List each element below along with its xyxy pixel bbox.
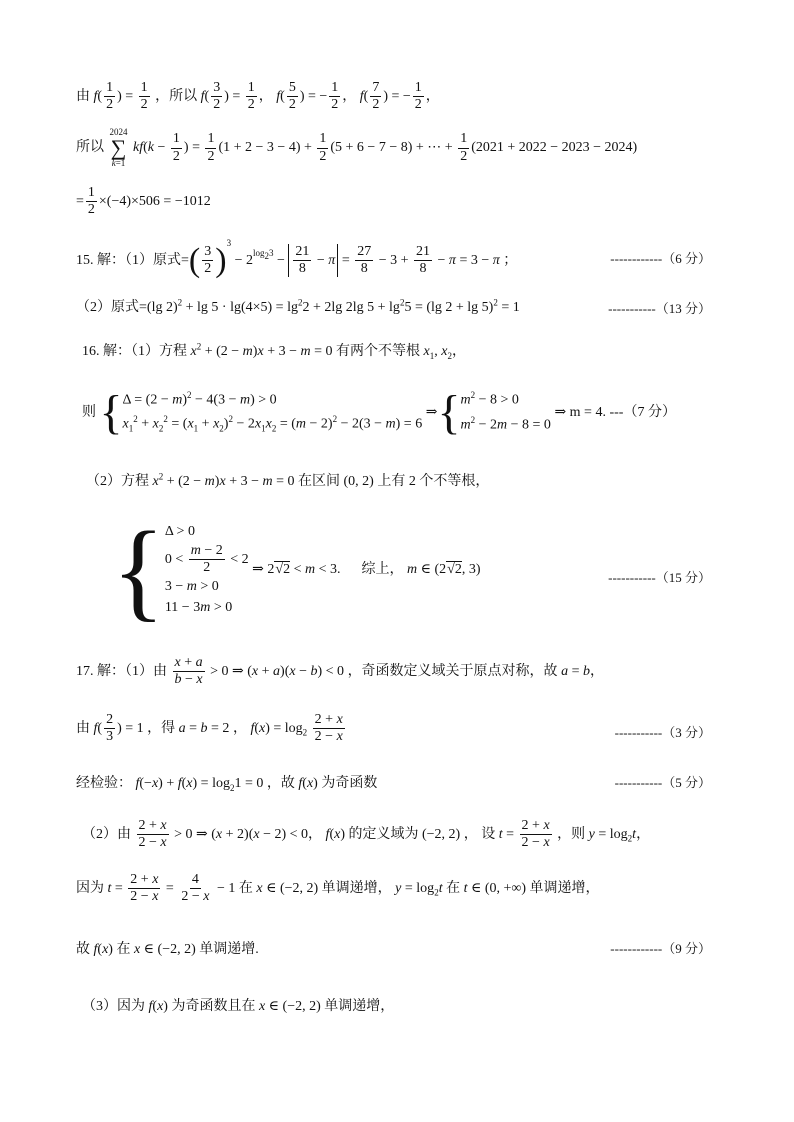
- p17-line-6: 故 f(x) 在 x ∈ (−2, 2) 单调递增. ------------（9 分）: [76, 938, 711, 958]
- p14-line-3: = $\frac{1}{2}$ ×(−4)×506 = −1012: [76, 185, 211, 218]
- text: ，: [425, 88, 440, 104]
- p16-line-1: 16. 解：（1）方程 $x^2 + (2 - m)x + 3 - m = 0$ 有两个不等根 $x_1$, $x_2$，: [82, 341, 466, 361]
- text: 由: [76, 88, 90, 104]
- solution-page: [76, 0, 711, 1122]
- p15-line-1: 15. 解：（1）原式=( $\frac{3}{2}$ )$^3 - 2^{log_23}$ − $\frac{21}{8}$ − π = $\frac{27}{8}$ − 3 + $\frac{21}{8}$ − π = 3 − π ； ------------（6 分）: [76, 238, 711, 279]
- score-9: ------------（9 分）: [610, 941, 711, 956]
- p17-line-7: （3）因为 f(x) 为奇函数且在 x ∈ (−2, 2) 单调递增，: [82, 999, 395, 1014]
- p16-system-2: { Δ > 0 0 < $\frac{m - 2}{2}$ < 2 3 − m > 0 11 − 3m > 0 ⇒ 2√2 < m < 3. 综上， m ∈ (2√2, 3) -----------（15 分）: [112, 509, 711, 631]
- p14-line-1: 由 f( $\frac{1}{2}$ ) = $\frac{1}{2}$ ，所以 f( $\frac{3}{2}$ ) = $\frac{1}{2}$ ， f( $\frac{5}{2}$ ) = − $\frac{1}{2}$ ， f( $\frac{7}{2}$ ) = − $\frac{1}{2}$ ，: [76, 80, 440, 113]
- p17-line-5: 因为 t = $\frac{2 + x}{2 - x}$ = $\frac{4}{2 - x}$ − 1 在 x ∈ (−2, 2) 单调递增， $y = \log_2t$ 在 t ∈ (0, +∞) 单调递增，: [76, 872, 600, 905]
- text: 所以: [76, 140, 104, 156]
- p16-line-2: （2）方程 $x^2 + (2 - m)x + 3 - m = 0$ 在区间 (0, 2) 上有 2 个不等根，: [86, 471, 490, 489]
- p17-line-1: 17. 解：（1）由 $\frac{x + a}{b - x}$ > 0 ⇒ (x + a)(x − b) < 0 ，奇函数定义域关于原点对称，故 a = b，: [76, 655, 604, 688]
- text: ，所以: [155, 88, 198, 104]
- p17-line-4: （2）由 $\frac{2 + x}{2 - x}$ > 0 ⇒ (x + 2)(x − 2) < 0， f(x) 的定义域为 (−2, 2) ， 设 t = $\frac{2 + x}{2 - x}$ ，则 $y = \log_2t$，: [82, 818, 651, 851]
- score-15: -----------（15 分）: [608, 570, 711, 585]
- p16-system: 则 { $\Delta = (2 - m)^2 - 4(3 - m) > 0$ $x_1^2 + x_2^2 = (x_1 + x_2)^2 - 2x_1x_2 = (m - 2)^2 - 2(3 - m) = 6$ ⇒{ $m^2 - 8 > 0$ $m^2 - 2m - 8 = 0$ ⇒ m = 4. ---（7 分）: [82, 385, 676, 439]
- p14-line-2: 所以 2024 ∑ k=1 kf(k − $\frac{1}{2}$ ) = $\frac{1}{2}$ (1 + 2 − 3 − 4) + $\frac{1}{2}$ (5 + 6 − 7 − 8) + ⋯ + $\frac{1}{2}$ (2021 + 2022 − 2023 − 2024): [76, 127, 638, 168]
- p17-line-2: 由 f( $\frac{2}{3}$ ) = 1 ，得 a = b = 2 ， $f(x) = \log_2$ $\frac{2 + x}{2 - x}$ -----------（3 分）: [76, 712, 711, 745]
- score-3: -----------（3 分）: [614, 725, 711, 740]
- score-6: ------------（6 分）: [610, 251, 711, 266]
- p15-line-2: （2）原式=(lg $2)^2 + \lg 5 \cdot \lg(4\times 5) = \lg^22 + 2\lg$ 2lg $5 + \lg^25 = (\lg$ 2 + lg 5)$^2$ = 1 -----------（13 分）: [76, 297, 711, 316]
- p17-line-3: 经检验： $f(-x) + f(x) = \log_21 = 0$ ，故 f(x) 为奇函数 -----------（5 分）: [76, 772, 711, 793]
- score-5: -----------（5 分）: [614, 775, 711, 790]
- score-13: -----------（13 分）: [608, 301, 711, 316]
